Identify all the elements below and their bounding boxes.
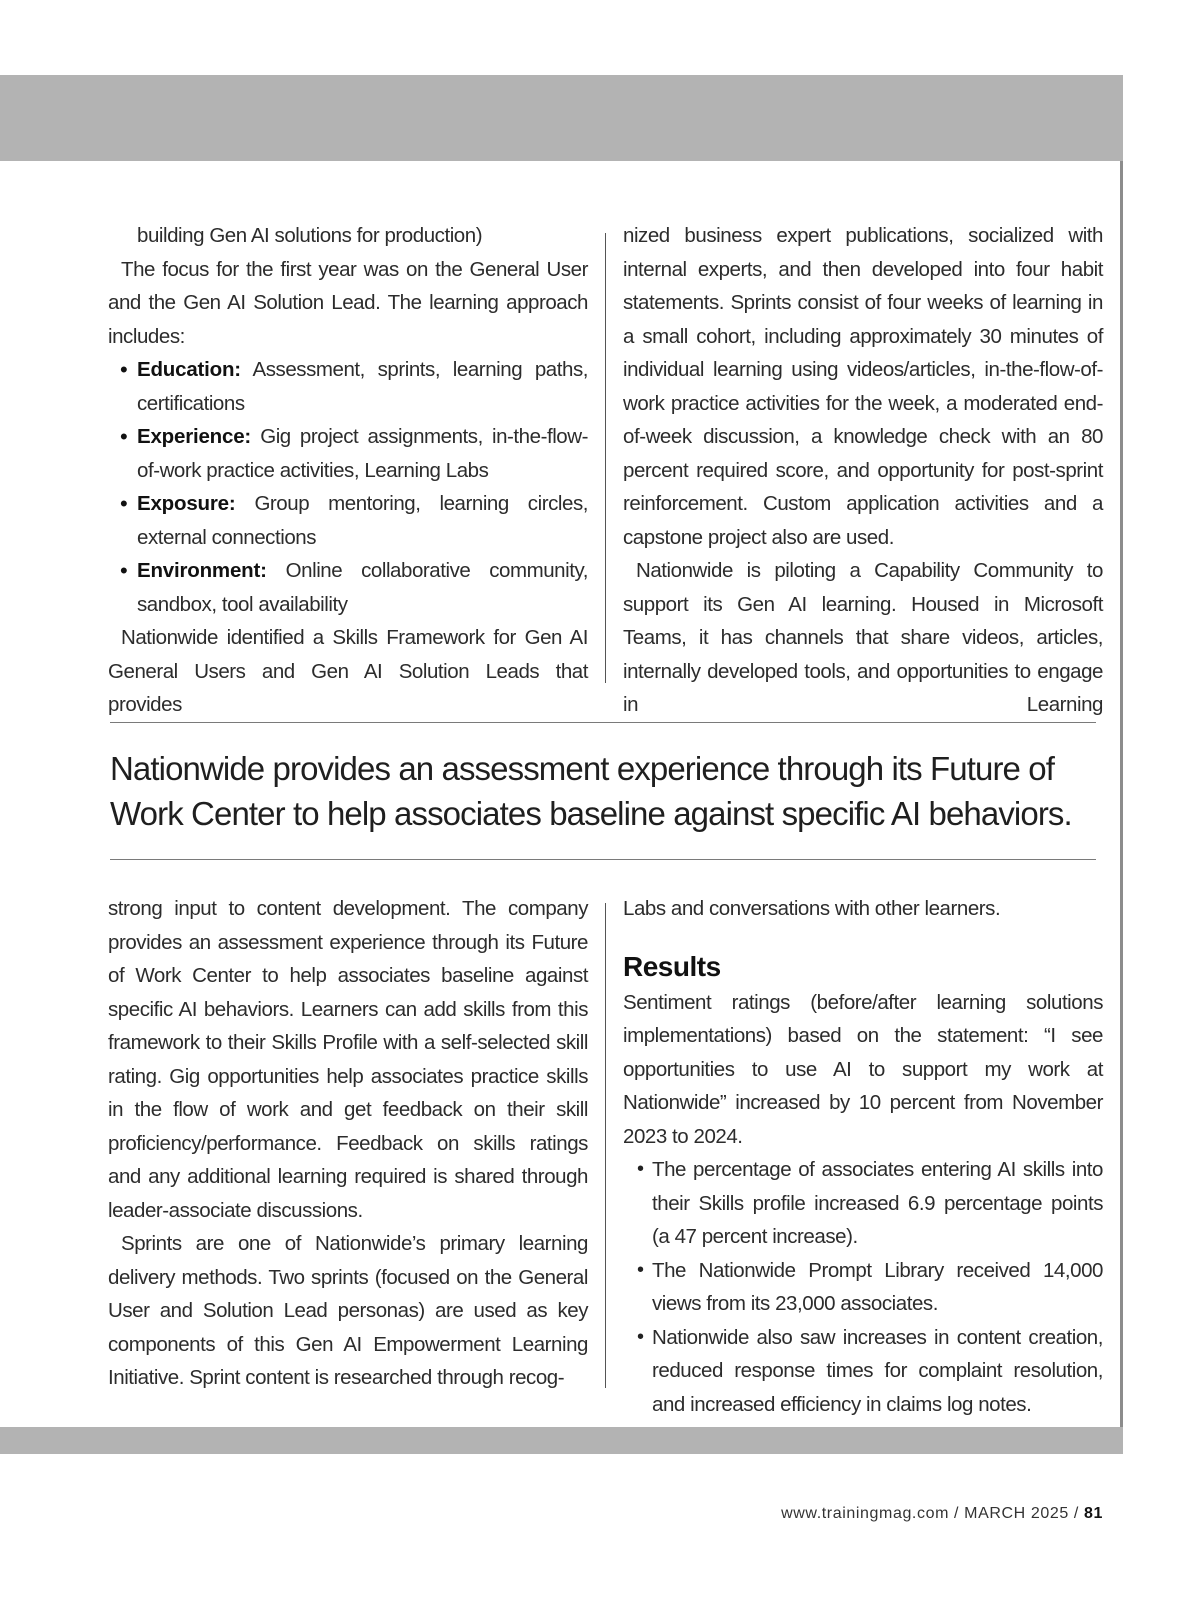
bottom-right-column: [623, 892, 1103, 1421]
bottom-left-column: [108, 892, 588, 1395]
list-item: [108, 420, 588, 487]
column-divider-bottom: [605, 903, 606, 1388]
top-gray-band: [0, 75, 1123, 161]
pull-quote: Nationwide provides an assessment experience through its Future of Work Center to help associates baseline against specific AI behaviors.: [110, 750, 1072, 832]
bullet-text: Online collaborative community, sandbox, tool availability: [137, 559, 589, 616]
lead-fragment: building Gen AI solutions for production): [137, 224, 483, 247]
bullet-label: Exposure:: [137, 492, 236, 515]
page-footer: [781, 1505, 1103, 1523]
bullet-text: Gig project assignments, in-the-flow-of-work practice activities, Learning Labs: [137, 425, 588, 482]
top-right-column: [623, 219, 1103, 722]
results-paragraph: Sentiment ratings (before/after learning solutions implementations) based on the statement: “I see opportunities to use AI to support my work at Nationwide” increased by 10 percent from November 2023 to 2024.: [623, 990, 1103, 1148]
list-item: • The Nationwide Prompt Library received 14,000 views from its 23,000 associates.: [623, 1254, 1103, 1321]
page-number: 81: [1084, 1505, 1103, 1522]
bullet-label: Education:: [137, 358, 241, 381]
bottom-gray-band: [0, 1427, 1123, 1454]
bullet-text: Assessment, sprints, learning paths, certifications: [137, 358, 589, 415]
bullet-text: Group mentoring, learning circles, external connections: [137, 492, 588, 549]
list-item: [108, 554, 588, 621]
sprints-intro-paragraph: Sprints are one of Nationwide’s primary learning delivery methods. Two sprints (focused on the General User and Solution Lead personas) are used as key components of this Gen AI Empowerment Learning Initiative. Sprint content is researched through recog-: [108, 1232, 588, 1389]
list-item: [108, 487, 588, 554]
sprints-paragraph: nized business expert publications, socialized with internal experts, and then developed into four habit statements. Sprints consist of four weeks of learning in a small cohort, including approximately 30 minutes of individual learning using videos/articles, in-the-flow-of-work practice activities for the week, a moderated end-of-week discussion, a knowledge check with an 80 percent required score, and opportunity for post-sprint reinforcement. Custom application activities and a capstone project also are used.: [623, 224, 1103, 549]
focus-paragraph: The focus for the first year was on the General User and the Gen AI Solution Lead. The learning approach includes:: [108, 257, 588, 348]
community-paragraph: Nationwide is piloting a Capability Community to support its Gen AI learning. Housed in Microsoft Teams, it has channels that share videos, articles, internally developed tools, and opportunities to engage in Learning: [623, 559, 1103, 716]
right-edge-rule: [1120, 161, 1123, 1427]
top-left-column: [108, 219, 588, 722]
pull-quote-rule-bottom: [110, 859, 1096, 860]
skills-framework-paragraph: Nationwide identified a Skills Framework for Gen AI General Users and Gen AI Solution Leads that provides: [108, 626, 588, 716]
approach-list: [108, 353, 588, 621]
bullet-label: Environment:: [137, 559, 267, 582]
results-list: [623, 1153, 1103, 1421]
labs-fragment: Labs and conversations with other learners.: [623, 897, 1001, 920]
results-heading: Results: [623, 950, 721, 982]
list-item: • Nationwide also saw increases in content creation, reduced response times for complaint resolution, and increased efficiency in claims log notes.: [623, 1321, 1103, 1422]
content-development-paragraph: strong input to content development. The company provides an assessment experience through its Future of Work Center to help associates baseline against specific AI behaviors. Learners can add skills from this framework to their Skills Profile with a self-selected skill rating. Gig opportunities help associates practice skills in the flow of work and get feedback on their skill proficiency/performance. Feedback on skills ratings and any additional learning required is shared through leader-associate discussions.: [108, 897, 588, 1222]
pull-quote-rule-top: [110, 722, 1096, 723]
bullet-label: Experience:: [137, 425, 252, 448]
column-divider-top: [605, 233, 606, 683]
footer-site-issue: www.trainingmag.com / MARCH 2025 /: [781, 1505, 1079, 1522]
list-item: • The percentage of associates entering AI skills into their Skills profile increased 6.9 percentage points (a 47 percent increase).: [623, 1153, 1103, 1254]
list-item: [108, 353, 588, 420]
